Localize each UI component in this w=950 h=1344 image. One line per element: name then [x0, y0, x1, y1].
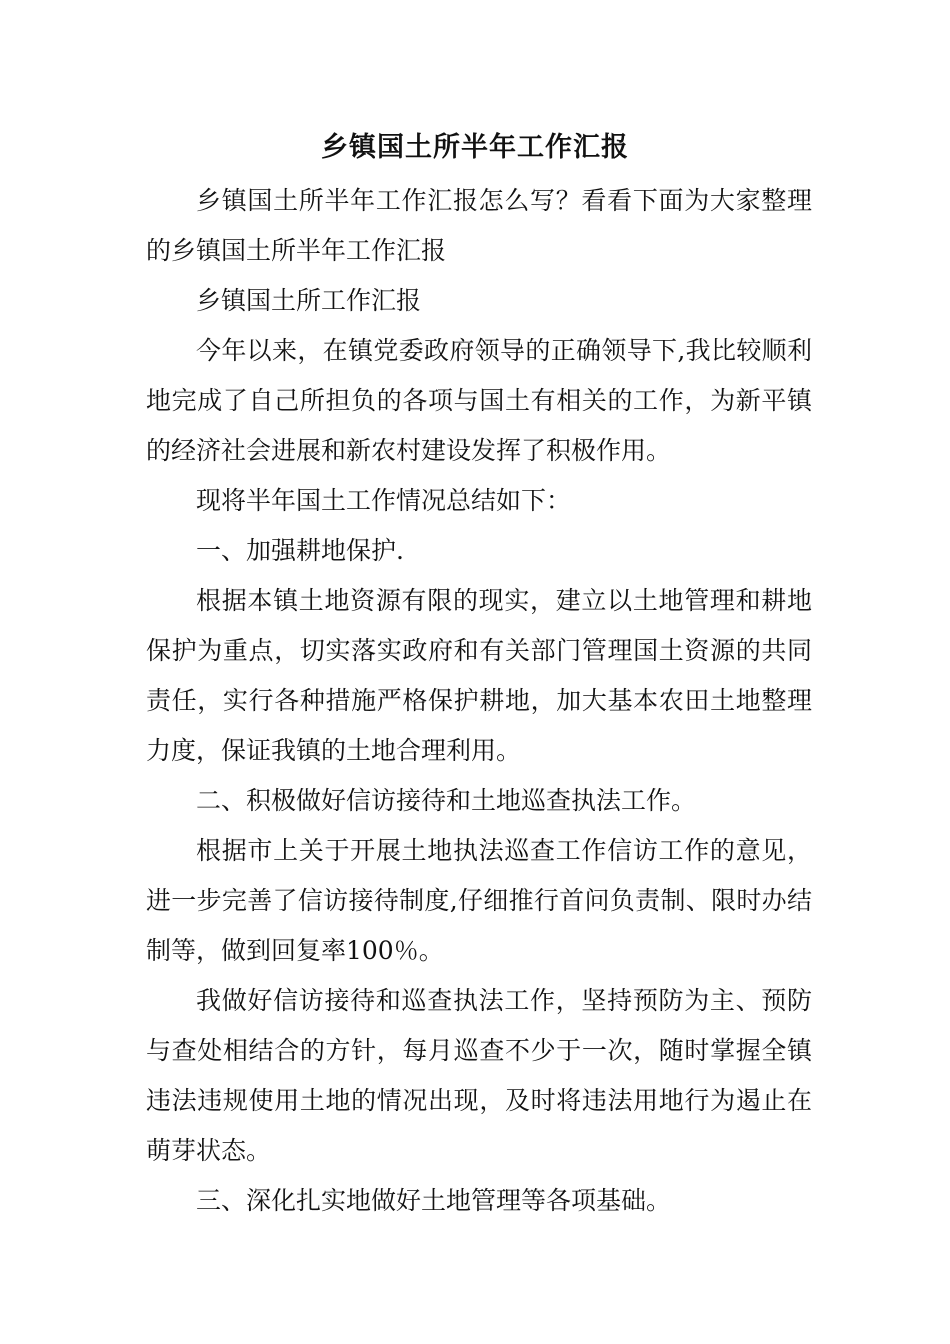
document-title: 乡镇国土所半年工作汇报: [321, 132, 629, 163]
summary-lead-paragraph: 现将半年国土工作情况总结如下：: [196, 486, 572, 515]
section-heading-2: 二、积极做好信访接待和土地巡查执法工作。: [196, 786, 697, 815]
subtitle-paragraph: 乡镇国土所工作汇报: [196, 286, 422, 315]
opening-paragraph: 今年以来，在镇党委政府领导的正确领导下,我比较顺利地完成了自己所担负的各项与国土有相关的工作，为新平镇的经济社会进展和新农村建设发挥了积极作用。: [146, 336, 812, 465]
document-body: [146, 176, 812, 1226]
section-heading-1: 一、加强耕地保护.: [196, 536, 404, 565]
section-2-paragraph-2: 我做好信访接待和巡查执法工作，坚持预防为主、预防与查处相结合的方针，每月巡查不少于一次，随时掌握全镇违法违规使用土地的情况出现，及时将违法用地行为遏止在萌芽状态。: [146, 986, 812, 1165]
section-heading-3: 三、深化扎实地做好土地管理等各项基础。: [196, 1186, 672, 1215]
section-2-paragraph-1: 根据市上关于开展土地执法巡查工作信访工作的意见，进一步完善了信访接待制度,仔细推行首问负责制、限时办结制等，做到回复率100％。: [146, 836, 812, 965]
intro-paragraph: 乡镇国土所半年工作汇报怎么写？看看下面为大家整理的乡镇国土所半年工作汇报: [146, 186, 812, 265]
section-1-paragraph: 根据本镇土地资源有限的现实，建立以土地管理和耕地保护为重点，切实落实政府和有关部门管理国土资源的共同责任，实行各种措施严格保护耕地，加大基本农田土地整理力度，保证我镇的土地合理利用。: [146, 586, 812, 765]
